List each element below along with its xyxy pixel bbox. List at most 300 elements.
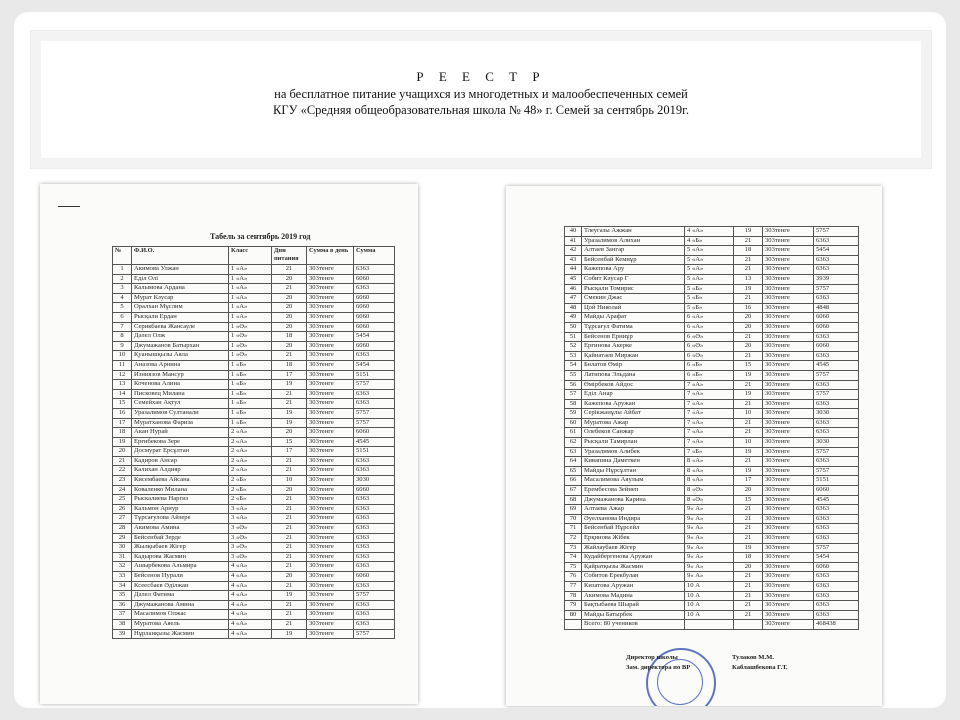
- table-cell: 303тенге: [307, 437, 354, 447]
- table-cell: Олебеков Санжар: [582, 428, 685, 438]
- table-cell: 15: [272, 437, 307, 447]
- table-row: [113, 437, 395, 447]
- table-cell: 6363: [354, 514, 395, 524]
- table-cell: 6060: [354, 312, 395, 322]
- table-cell: Ерғибекова Зере: [132, 437, 229, 447]
- table-row: [113, 572, 395, 582]
- table-cell: 29: [113, 533, 132, 543]
- table-cell: 6 «Б»: [685, 370, 734, 380]
- table-cell: 21: [734, 255, 763, 265]
- table-cell: 1 «Б»: [229, 389, 272, 399]
- table-cell: 303тенге: [307, 408, 354, 418]
- table-cell: Акимова Улжан: [132, 265, 229, 275]
- table-cell: Өмірбеков Айдос: [582, 380, 685, 390]
- table-row: [565, 438, 859, 448]
- table-cell: 18: [272, 360, 307, 370]
- table-cell: 21: [734, 514, 763, 524]
- table-row: [565, 505, 859, 515]
- table-cell: 303тенге: [307, 456, 354, 466]
- table-cell: 21: [272, 619, 307, 629]
- table-cell: 303тенге: [307, 600, 354, 610]
- col-header: №: [113, 247, 132, 265]
- table-cell: 17: [734, 476, 763, 486]
- table-cell: 61: [565, 428, 582, 438]
- table-cell: 50: [565, 322, 582, 332]
- table-cell: 10 А: [685, 581, 734, 591]
- col-header: Сумма: [354, 247, 395, 265]
- table-row: [565, 361, 859, 371]
- table-row: [113, 581, 395, 591]
- table-cell: 75: [565, 562, 582, 572]
- table-cell: 6363: [814, 505, 859, 515]
- table-row: [565, 581, 859, 591]
- table-cell: 1 «Б»: [229, 408, 272, 418]
- table-cell: 21: [272, 543, 307, 553]
- attendance-table-left: [112, 246, 395, 639]
- table-cell: 303тенге: [307, 389, 354, 399]
- signature-name-1: Тулаков М.М.: [732, 654, 774, 661]
- table-cell: 303тенге: [307, 322, 354, 332]
- table-row: [113, 303, 395, 313]
- table-cell: 55: [565, 370, 582, 380]
- table-cell: 303тенге: [763, 370, 814, 380]
- table-cell: 70: [565, 514, 582, 524]
- table-cell: 303тенге: [763, 236, 814, 246]
- table-cell: 8 «Ә»: [685, 495, 734, 505]
- registry-subtitle-2: КГУ «Средняя общеобразовательная школа № 48» г. Семей за сентябрь 2019г.: [273, 103, 689, 117]
- table-cell: 9« А»: [685, 572, 734, 582]
- table-cell: Кажепова Аружан: [582, 399, 685, 409]
- table-cell: 5 «Б»: [685, 303, 734, 313]
- table-cell: 21: [272, 600, 307, 610]
- table-cell: 6060: [354, 322, 395, 332]
- table-cell: Қуанышқызы Аяла: [132, 351, 229, 361]
- table-row: [565, 342, 859, 352]
- signature-title-1: Директор школы: [626, 654, 678, 661]
- table-cell: 47: [565, 294, 582, 304]
- table-cell: 303тенге: [763, 399, 814, 409]
- table-cell: Жылқыбаев Жігер: [132, 543, 229, 553]
- table-cell: 3 «А»: [229, 504, 272, 514]
- table-cell: 60: [565, 418, 582, 428]
- table-cell: 20: [272, 293, 307, 303]
- table-cell: 6060: [814, 322, 859, 332]
- table-cell: 6363: [354, 504, 395, 514]
- table-row: [113, 504, 395, 514]
- table-cell: 303тенге: [307, 552, 354, 562]
- table-cell: 18: [734, 246, 763, 256]
- table-cell: Кажепова Ару: [582, 265, 685, 275]
- table-cell: 303тенге: [307, 370, 354, 380]
- table-cell: 6363: [354, 600, 395, 610]
- table-cell: 6363: [354, 562, 395, 572]
- table-cell: 3 «Ә»: [229, 552, 272, 562]
- table-cell: 303тенге: [763, 572, 814, 582]
- table-row: [565, 495, 859, 505]
- table-row: [565, 265, 859, 275]
- table-cell: 1 «А»: [229, 284, 272, 294]
- table-cell: 1 «А»: [229, 293, 272, 303]
- table-row: [113, 341, 395, 351]
- table-cell: 5757: [354, 380, 395, 390]
- table-cell: 21: [272, 533, 307, 543]
- table-cell: 37: [113, 610, 132, 620]
- table-row: [113, 591, 395, 601]
- table-cell: 6363: [814, 255, 859, 265]
- table-cell: Семейхан Ақтул: [132, 399, 229, 409]
- table-cell: 9« А»: [685, 524, 734, 534]
- table-cell: 6363: [354, 495, 395, 505]
- table-cell: 303тенге: [763, 380, 814, 390]
- table-cell: 5454: [354, 360, 395, 370]
- table-row: [113, 389, 395, 399]
- table-cell: 6 «Ә»: [685, 342, 734, 352]
- table-cell: 58: [565, 399, 582, 409]
- table-row: [113, 428, 395, 438]
- table-cell: Ерқинова Жібек: [582, 534, 685, 544]
- table-cell: 7 «А»: [685, 380, 734, 390]
- table-row: [565, 399, 859, 409]
- table-cell: 21: [272, 495, 307, 505]
- table-cell: 21: [272, 514, 307, 524]
- table-header-row: [113, 247, 395, 265]
- table-cell: 20: [734, 313, 763, 323]
- table-cell: 303тенге: [763, 351, 814, 361]
- table-cell: 57: [565, 390, 582, 400]
- table-cell: 19: [272, 408, 307, 418]
- table-cell: 8 «А»: [685, 476, 734, 486]
- table-cell: 68: [565, 495, 582, 505]
- table-cell: 64: [565, 457, 582, 467]
- table-cell: 7 «А»: [685, 390, 734, 400]
- table-cell: 79: [565, 601, 582, 611]
- table-cell: 9« А»: [685, 553, 734, 563]
- table-cell: 71: [565, 524, 582, 534]
- table-row: [113, 610, 395, 620]
- total-label: Всего: 80 учеников: [582, 620, 685, 630]
- table-row: [113, 312, 395, 322]
- table-cell: Рысқали Томирис: [582, 284, 685, 294]
- table-cell: 72: [565, 534, 582, 544]
- table-cell: 24: [113, 485, 132, 495]
- table-cell: Муратханова Фариза: [132, 418, 229, 428]
- table-cell: 13: [734, 274, 763, 284]
- table-cell: 1: [113, 265, 132, 275]
- table-cell: 10: [734, 409, 763, 419]
- table-cell: 19: [272, 591, 307, 601]
- table-cell: 303тенге: [763, 457, 814, 467]
- table-cell: 7 «А»: [685, 409, 734, 419]
- table-cell: 303тенге: [307, 619, 354, 629]
- table-cell: 6060: [354, 274, 395, 284]
- table-row: [113, 351, 395, 361]
- table-cell: 10 А: [685, 591, 734, 601]
- table-cell: 303тенге: [763, 505, 814, 515]
- table-cell: Коваленко Милана: [132, 485, 229, 495]
- table-cell: 303тенге: [763, 418, 814, 428]
- table-cell: 6060: [354, 428, 395, 438]
- table-cell: Рыскалиева Наргиз: [132, 495, 229, 505]
- table-cell: 303тенге: [307, 332, 354, 342]
- total-sum: 468438: [814, 620, 859, 630]
- table-cell: 21: [734, 418, 763, 428]
- table-cell: Нұрланқызы Жасмин: [132, 629, 229, 639]
- table-cell: 6363: [814, 418, 859, 428]
- table-cell: 21: [272, 524, 307, 534]
- table-cell: Латипова Эльдана: [582, 370, 685, 380]
- table-cell: 77: [565, 581, 582, 591]
- table-cell: 17: [272, 370, 307, 380]
- table-row: [113, 370, 395, 380]
- table-cell: 20: [734, 322, 763, 332]
- table-cell: 9« А»: [685, 543, 734, 553]
- table-cell: 6 «Б»: [685, 361, 734, 371]
- table-cell: Ерембесова Зейнеп: [582, 486, 685, 496]
- table-cell: 80: [565, 610, 582, 620]
- table-cell: 2 «Б»: [229, 476, 272, 486]
- table-cell: 20: [734, 342, 763, 352]
- table-cell: 303тенге: [763, 265, 814, 275]
- table-cell: 78: [565, 591, 582, 601]
- table-row: [565, 236, 859, 246]
- table-cell: 21: [734, 236, 763, 246]
- table-cell: 21: [272, 581, 307, 591]
- table-cell: 5757: [814, 543, 859, 553]
- table-cell: 2 «А»: [229, 428, 272, 438]
- table-cell: 6363: [814, 457, 859, 467]
- table-cell: 1 «А»: [229, 274, 272, 284]
- table-cell: 21: [272, 562, 307, 572]
- table-cell: Бөлатов Өмір: [582, 361, 685, 371]
- table-row: [113, 514, 395, 524]
- col-header: Дни питания: [272, 247, 307, 265]
- table-cell: Еділ Олі: [132, 274, 229, 284]
- table-cell: 6363: [814, 380, 859, 390]
- table-cell: Акимова Мадина: [582, 591, 685, 601]
- table-cell: 21: [272, 504, 307, 514]
- table-cell: 6363: [354, 284, 395, 294]
- table-row: [565, 591, 859, 601]
- table-cell: Кальмон Арнур: [132, 504, 229, 514]
- table-cell: 303тенге: [307, 418, 354, 428]
- table-cell: 6060: [354, 293, 395, 303]
- table-row: [113, 293, 395, 303]
- table-row: [565, 313, 859, 323]
- table-cell: 4 «А»: [229, 610, 272, 620]
- table-cell: 303тенге: [763, 553, 814, 563]
- table-cell: Бейсенов Ерниұр: [582, 332, 685, 342]
- table-cell: 45: [565, 274, 582, 284]
- table-cell: 5454: [354, 332, 395, 342]
- table-cell: 21: [734, 332, 763, 342]
- table-cell: 6060: [354, 572, 395, 582]
- table-row: [113, 485, 395, 495]
- table-row: [565, 447, 859, 457]
- table-cell: 303тенге: [307, 380, 354, 390]
- total-row: [565, 620, 859, 630]
- table-cell: Бейсенбай Зерде: [132, 533, 229, 543]
- table-cell: 20: [272, 572, 307, 582]
- table-cell: 303тенге: [307, 533, 354, 543]
- table-cell: 21: [734, 294, 763, 304]
- table-cell: 303тенге: [763, 322, 814, 332]
- table-row: [565, 553, 859, 563]
- table-cell: 4 «А»: [229, 562, 272, 572]
- table-cell: 35: [113, 591, 132, 601]
- table-cell: 9« А»: [685, 534, 734, 544]
- table-cell: 303тенге: [307, 447, 354, 457]
- table-cell: 21: [734, 601, 763, 611]
- table-cell: Ксеесбаев Әділжан: [132, 581, 229, 591]
- table-cell: 21: [734, 591, 763, 601]
- table-row: [565, 409, 859, 419]
- table-cell: Уразалимов Султанали: [132, 408, 229, 418]
- table-cell: 21: [734, 265, 763, 275]
- table-cell: 19: [272, 418, 307, 428]
- table-cell: Бақтыбаева Шырай: [582, 601, 685, 611]
- table-cell: 303тенге: [307, 312, 354, 322]
- table-cell: 6363: [354, 552, 395, 562]
- table-cell: 20: [272, 312, 307, 322]
- table-row: [113, 265, 395, 275]
- table-cell: Майды Арафат: [582, 313, 685, 323]
- table-cell: 19: [734, 390, 763, 400]
- table-cell: 303тенге: [307, 293, 354, 303]
- table-cell: 19: [734, 466, 763, 476]
- table-cell: 6363: [354, 610, 395, 620]
- table-cell: 6363: [354, 389, 395, 399]
- table-cell: 67: [565, 486, 582, 496]
- table-cell: 4 «А»: [229, 581, 272, 591]
- table-cell: 9« А»: [685, 505, 734, 515]
- table-row: [113, 629, 395, 639]
- table-cell: Масалимова Аяулым: [582, 476, 685, 486]
- table-cell: 21: [734, 524, 763, 534]
- table-cell: Оралхан Мұслим: [132, 303, 229, 313]
- table-cell: 303тенге: [763, 274, 814, 284]
- table-cell: 303тенге: [763, 342, 814, 352]
- table-cell: 53: [565, 351, 582, 361]
- table-cell: 21: [272, 284, 307, 294]
- table-cell: 4: [113, 293, 132, 303]
- table-row: [113, 552, 395, 562]
- table-cell: 19: [734, 370, 763, 380]
- table-cell: 303тенге: [763, 534, 814, 544]
- table-cell: 26: [113, 504, 132, 514]
- table-cell: 4 «Б»: [685, 236, 734, 246]
- table-cell: 6363: [354, 619, 395, 629]
- table-cell: 21: [734, 534, 763, 544]
- table-cell: 73: [565, 543, 582, 553]
- table-cell: 28: [113, 524, 132, 534]
- table-row: [565, 476, 859, 486]
- table-cell: Ашырбекова Альмира: [132, 562, 229, 572]
- table-cell: 6060: [354, 341, 395, 351]
- table-cell: Рысқали Тамирлан: [582, 438, 685, 448]
- table-cell: 303тенге: [763, 524, 814, 534]
- table-cell: 303тенге: [307, 610, 354, 620]
- table-cell: 10: [272, 476, 307, 486]
- table-cell: 303тенге: [307, 466, 354, 476]
- table-cell: 303тенге: [763, 581, 814, 591]
- table-cell: 41: [565, 236, 582, 246]
- table-cell: 303тенге: [763, 303, 814, 313]
- table-cell: 303тенге: [307, 581, 354, 591]
- table-cell: 43: [565, 255, 582, 265]
- table-row: [565, 246, 859, 256]
- table-cell: 303тенге: [307, 524, 354, 534]
- table-cell: Рысқали Ердан: [132, 312, 229, 322]
- table-cell: Смекин Джас: [582, 294, 685, 304]
- title-banner: [30, 30, 932, 169]
- table-cell: 5 «Б»: [685, 294, 734, 304]
- col-header: Класс: [229, 247, 272, 265]
- table-cell: 6363: [354, 351, 395, 361]
- table-cell: 303тенге: [307, 476, 354, 486]
- table-cell: Кадиров Ансар: [132, 456, 229, 466]
- table-cell: 303тенге: [763, 227, 814, 237]
- table-cell: 303тенге: [307, 265, 354, 275]
- table-row: [113, 322, 395, 332]
- table-cell: 1 «Ә»: [229, 351, 272, 361]
- table-cell: 21: [734, 428, 763, 438]
- table-cell: 6363: [814, 610, 859, 620]
- table-cell: 5757: [814, 227, 859, 237]
- table-cell: 4545: [814, 495, 859, 505]
- table-row: [565, 428, 859, 438]
- table-cell: 2 «А»: [229, 456, 272, 466]
- table-row: [113, 284, 395, 294]
- table-cell: Бейсенбай Нұрсейл: [582, 524, 685, 534]
- table-cell: 303тенге: [763, 284, 814, 294]
- table-cell: 6 «А»: [685, 313, 734, 323]
- table-cell: 13: [113, 380, 132, 390]
- table-cell: 7 «Б»: [685, 447, 734, 457]
- table-cell: 3030: [814, 409, 859, 419]
- table-cell: 3 «Ә»: [229, 524, 272, 534]
- table-cell: 5 «А»: [685, 246, 734, 256]
- table-cell: 4 «А»: [229, 600, 272, 610]
- table-cell: 21: [113, 456, 132, 466]
- table-cell: 4 «А»: [229, 572, 272, 582]
- table-row: [565, 332, 859, 342]
- table-cell: 303тенге: [763, 313, 814, 323]
- table-cell: 1 «А»: [229, 303, 272, 313]
- table-cell: 14: [113, 389, 132, 399]
- slide: [14, 12, 946, 708]
- table-cell: 8 «Ә»: [685, 486, 734, 496]
- table-row: [565, 514, 859, 524]
- table-cell: 21: [734, 380, 763, 390]
- table-cell: 31: [113, 552, 132, 562]
- table-cell: 303тенге: [307, 629, 354, 639]
- table-cell: 36: [113, 600, 132, 610]
- table-row: [565, 610, 859, 620]
- table-cell: Собит Кәусар Г: [582, 274, 685, 284]
- table-cell: 6363: [354, 399, 395, 409]
- table-cell: 6363: [814, 236, 859, 246]
- table-row: [565, 466, 859, 476]
- table-cell: 1 «Б»: [229, 360, 272, 370]
- table-cell: 20: [272, 274, 307, 284]
- table-cell: Еділ Анар: [582, 390, 685, 400]
- table-cell: 20: [272, 485, 307, 495]
- table-cell: 303тенге: [763, 601, 814, 611]
- table-row: [113, 360, 395, 370]
- table-cell: Алтаева Ажар: [582, 505, 685, 515]
- table-cell: 7: [113, 322, 132, 332]
- table-cell: 303тенге: [307, 428, 354, 438]
